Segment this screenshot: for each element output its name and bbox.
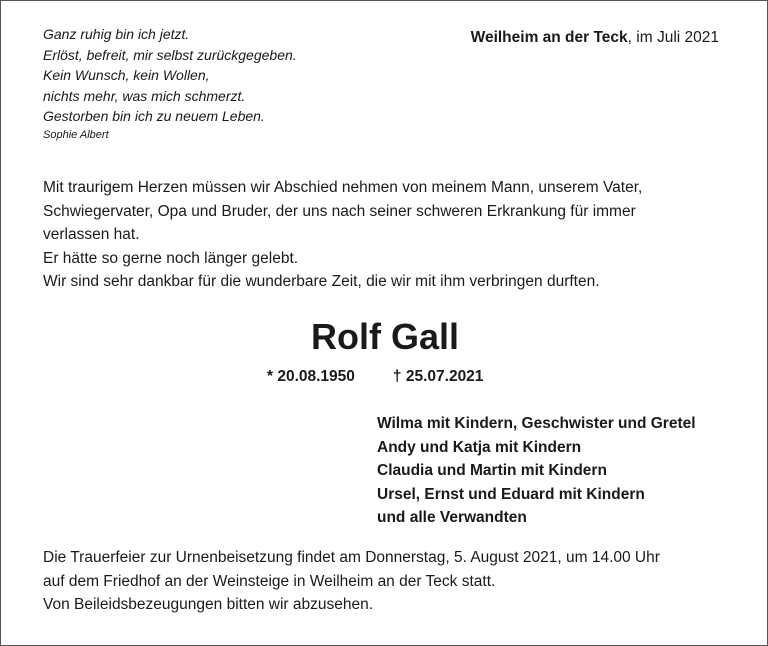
poem-author: Sophie Albert bbox=[43, 128, 109, 141]
poem bbox=[43, 24, 297, 143]
death-date: † 25.07.2021 bbox=[392, 368, 484, 385]
place: Weilheim an der Teck bbox=[470, 29, 628, 46]
funeral-line: Von Beileidsbezeugungen bitten wir abzusehen. bbox=[43, 596, 374, 613]
mourner-line: Ursel, Ernst und Eduard mit Kindern bbox=[377, 485, 645, 503]
birth-date: * 20.08.1950 bbox=[267, 368, 355, 385]
poem-line: Ganz ruhig bin ich jetzt. bbox=[43, 26, 190, 42]
life-dates bbox=[267, 368, 483, 386]
funeral-info bbox=[43, 546, 660, 617]
intro-text bbox=[43, 176, 743, 294]
mourners-list bbox=[377, 412, 696, 530]
place-date bbox=[471, 29, 719, 47]
poem-line: Erlöst, befreit, mir selbst zurückgegeben. bbox=[43, 46, 297, 63]
mourner-line: Claudia und Martin mit Kindern bbox=[377, 462, 607, 479]
mourner-line: Andy und Katja mit Kindern bbox=[377, 438, 582, 456]
intro-line: Schwiegervater, Opa und Bruder, der uns nach seiner schweren Erkrankung für immer bbox=[43, 202, 636, 220]
intro-line: Er hätte so gerne noch länger gelebt. bbox=[43, 249, 299, 267]
mourner-line: und alle Verwandten bbox=[377, 509, 527, 526]
intro-line: verlassen hat. bbox=[43, 226, 140, 243]
funeral-line: auf dem Friedhof an der Weinsteige in Weilheim an der Teck statt. bbox=[43, 572, 496, 590]
intro-line: Wir sind sehr dankbar für die wunderbare Zeit, die wir mit ihm verbringen durften. bbox=[43, 273, 600, 290]
poem-line: Kein Wunsch, kein Wollen, bbox=[43, 67, 210, 83]
poem-line: Gestorben bin ich zu neuem Leben. bbox=[43, 108, 265, 124]
deceased-name: Rolf Gall bbox=[310, 316, 459, 357]
funeral-line: Die Trauerfeier zur Urnenbeisetzung findet am Donnerstag, 5. August 2021, um 14.00 Uhr bbox=[43, 549, 660, 566]
mourner-line: Wilma mit Kindern, Geschwister und Gretel bbox=[377, 415, 696, 432]
poem-line: nichts mehr, was mich schmerzt. bbox=[43, 87, 246, 104]
date: , im Juli 2021 bbox=[627, 29, 719, 46]
intro-line: Mit traurigem Herzen müssen wir Abschied nehmen von meinem Mann, unserem Vater, bbox=[43, 179, 643, 196]
